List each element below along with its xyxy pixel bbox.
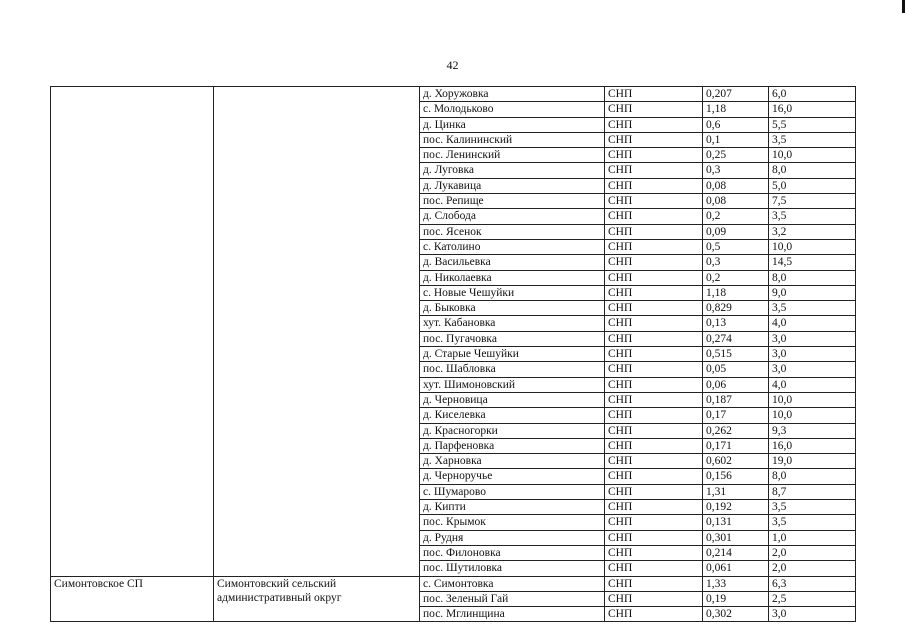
distance-cell: 14,5 [769, 255, 856, 270]
distance-cell: 3,0 [769, 607, 856, 622]
settlement-type-cell: СНП [605, 591, 703, 606]
settlement-name-cell: д. Рудня [420, 530, 605, 545]
area-cell: 0,156 [703, 469, 769, 484]
distance-cell: 8,0 [769, 469, 856, 484]
settlement-name-cell: д. Кипти [420, 500, 605, 515]
settlement-name-cell: пос. Шутиловка [420, 561, 605, 576]
settlement-name-cell: с. Католино [420, 239, 605, 254]
settlement-name-cell: д. Николаевка [420, 270, 605, 285]
area-cell: 1,18 [703, 102, 769, 117]
settlement-name-cell: д. Лукавица [420, 178, 605, 193]
settlement-type-cell: СНП [605, 331, 703, 346]
area-cell: 0,6 [703, 117, 769, 132]
settlement-type-cell: СНП [605, 224, 703, 239]
area-cell: 0,3 [703, 255, 769, 270]
area-cell: 0,301 [703, 530, 769, 545]
settlement-name-cell: д. Киселевка [420, 408, 605, 423]
district-cell [214, 87, 420, 577]
area-cell: 0,19 [703, 591, 769, 606]
settlement-type-cell: СНП [605, 87, 703, 102]
settlement-type-cell: СНП [605, 270, 703, 285]
settlement-type-cell: СНП [605, 255, 703, 270]
settlement-name-cell: пос. Зеленый Гай [420, 591, 605, 606]
settlement-type-cell: СНП [605, 484, 703, 499]
area-cell: 0,214 [703, 545, 769, 560]
settlement-name-cell: пос. Пугачовка [420, 331, 605, 346]
settlement-type-cell: СНП [605, 362, 703, 377]
area-cell: 0,131 [703, 515, 769, 530]
settlement-type-cell: СНП [605, 285, 703, 300]
settlement-name-cell: д. Черновица [420, 392, 605, 407]
area-cell: 0,2 [703, 209, 769, 224]
distance-cell: 8,0 [769, 163, 856, 178]
distance-cell: 5,0 [769, 178, 856, 193]
settlement-name-cell: пос. Калининский [420, 132, 605, 147]
settlement-type-cell: СНП [605, 163, 703, 178]
settlement-type-cell: СНП [605, 607, 703, 622]
distance-cell: 3,5 [769, 132, 856, 147]
table-row [51, 576, 856, 591]
distance-cell: 3,0 [769, 331, 856, 346]
area-cell: 0,171 [703, 438, 769, 453]
municipality-cell [51, 87, 214, 577]
area-cell: 0,25 [703, 148, 769, 163]
settlement-type-cell: СНП [605, 178, 703, 193]
settlement-type-cell: СНП [605, 102, 703, 117]
distance-cell: 9,3 [769, 423, 856, 438]
settlement-type-cell: СНП [605, 132, 703, 147]
settlement-name-cell: пос. Репище [420, 194, 605, 209]
distance-cell: 16,0 [769, 438, 856, 453]
area-cell: 0,06 [703, 377, 769, 392]
settlement-name-cell: пос. Мглинщина [420, 607, 605, 622]
settlement-type-cell: СНП [605, 576, 703, 591]
settlements-table [50, 86, 856, 622]
distance-cell: 5,5 [769, 117, 856, 132]
area-cell: 0,05 [703, 362, 769, 377]
settlement-type-cell: СНП [605, 347, 703, 362]
page-number: 42 [446, 58, 459, 72]
distance-cell: 3,0 [769, 347, 856, 362]
distance-cell: 3,5 [769, 209, 856, 224]
settlement-name-cell: д. Харновка [420, 454, 605, 469]
settlement-name-cell: д. Парфеновка [420, 438, 605, 453]
distance-cell: 2,5 [769, 591, 856, 606]
area-cell: 0,302 [703, 607, 769, 622]
settlement-type-cell: СНП [605, 408, 703, 423]
distance-cell: 3,5 [769, 500, 856, 515]
area-cell: 0,3 [703, 163, 769, 178]
area-cell: 0,061 [703, 561, 769, 576]
distance-cell: 10,0 [769, 239, 856, 254]
area-cell: 0,262 [703, 423, 769, 438]
area-cell: 0,515 [703, 347, 769, 362]
distance-cell: 2,0 [769, 561, 856, 576]
area-cell: 0,08 [703, 178, 769, 193]
settlement-name-cell: д. Старые Чешуйки [420, 347, 605, 362]
area-cell: 0,13 [703, 316, 769, 331]
settlement-name-cell: с. Молодьково [420, 102, 605, 117]
area-cell: 1,18 [703, 285, 769, 300]
municipality-cell: Симонтовское СП [51, 576, 214, 622]
area-cell: 0,09 [703, 224, 769, 239]
settlement-name-cell: д. Луговка [420, 163, 605, 178]
settlement-name-cell: д. Черноручье [420, 469, 605, 484]
settlement-type-cell: СНП [605, 561, 703, 576]
settlement-type-cell: СНП [605, 316, 703, 331]
area-cell: 0,602 [703, 454, 769, 469]
district-cell: Симонтовский сельский административный округ [214, 576, 420, 622]
settlement-name-cell: д. Красногорки [420, 423, 605, 438]
distance-cell: 1,0 [769, 530, 856, 545]
settlement-name-cell: с. Шумарово [420, 484, 605, 499]
settlement-name-cell: с. Симонтовка [420, 576, 605, 591]
distance-cell: 10,0 [769, 148, 856, 163]
area-cell: 0,08 [703, 194, 769, 209]
area-cell: 0,274 [703, 331, 769, 346]
distance-cell: 10,0 [769, 408, 856, 423]
area-cell: 0,17 [703, 408, 769, 423]
distance-cell: 19,0 [769, 454, 856, 469]
settlement-name-cell: пос. Филоновка [420, 545, 605, 560]
settlement-name-cell: хут. Шимоновский [420, 377, 605, 392]
settlement-type-cell: СНП [605, 377, 703, 392]
settlement-type-cell: СНП [605, 500, 703, 515]
settlement-type-cell: СНП [605, 301, 703, 316]
settlement-name-cell: хут. Кабановка [420, 316, 605, 331]
settlement-name-cell: пос. Шабловка [420, 362, 605, 377]
settlement-type-cell: СНП [605, 209, 703, 224]
area-cell: 0,192 [703, 500, 769, 515]
distance-cell: 4,0 [769, 316, 856, 331]
area-cell: 0,1 [703, 132, 769, 147]
settlement-name-cell: д. Слобода [420, 209, 605, 224]
settlement-type-cell: СНП [605, 148, 703, 163]
settlement-type-cell: СНП [605, 438, 703, 453]
distance-cell: 3,5 [769, 515, 856, 530]
settlement-type-cell: СНП [605, 117, 703, 132]
settlement-type-cell: СНП [605, 454, 703, 469]
distance-cell: 8,0 [769, 270, 856, 285]
distance-cell: 6,3 [769, 576, 856, 591]
area-cell: 1,33 [703, 576, 769, 591]
distance-cell: 3,5 [769, 301, 856, 316]
settlement-name-cell: д. Хоружовка [420, 87, 605, 102]
distance-cell: 4,0 [769, 377, 856, 392]
settlement-type-cell: СНП [605, 392, 703, 407]
distance-cell: 9,0 [769, 285, 856, 300]
settlement-name-cell: д. Васильевка [420, 255, 605, 270]
settlement-type-cell: СНП [605, 423, 703, 438]
distance-cell: 6,0 [769, 87, 856, 102]
settlement-type-cell: СНП [605, 239, 703, 254]
settlement-name-cell: д. Цинка [420, 117, 605, 132]
settlement-name-cell: пос. Ленинский [420, 148, 605, 163]
settlement-type-cell: СНП [605, 469, 703, 484]
distance-cell: 8,7 [769, 484, 856, 499]
area-cell: 0,207 [703, 87, 769, 102]
settlement-type-cell: СНП [605, 194, 703, 209]
distance-cell: 7,5 [769, 194, 856, 209]
distance-cell: 3,2 [769, 224, 856, 239]
distance-cell: 2,0 [769, 545, 856, 560]
distance-cell: 16,0 [769, 102, 856, 117]
distance-cell: 3,0 [769, 362, 856, 377]
settlement-type-cell: СНП [605, 530, 703, 545]
settlement-name-cell: с. Новые Чешуйки [420, 285, 605, 300]
area-cell: 1,31 [703, 484, 769, 499]
settlement-type-cell: СНП [605, 545, 703, 560]
settlement-type-cell: СНП [605, 515, 703, 530]
settlement-name-cell: пос. Крымок [420, 515, 605, 530]
area-cell: 0,2 [703, 270, 769, 285]
area-cell: 0,187 [703, 392, 769, 407]
settlement-name-cell: д. Быковка [420, 301, 605, 316]
distance-cell: 10,0 [769, 392, 856, 407]
table-row [51, 87, 856, 102]
area-cell: 0,829 [703, 301, 769, 316]
area-cell: 0,5 [703, 239, 769, 254]
settlements-table-body [51, 87, 856, 622]
settlement-name-cell: пос. Ясенок [420, 224, 605, 239]
